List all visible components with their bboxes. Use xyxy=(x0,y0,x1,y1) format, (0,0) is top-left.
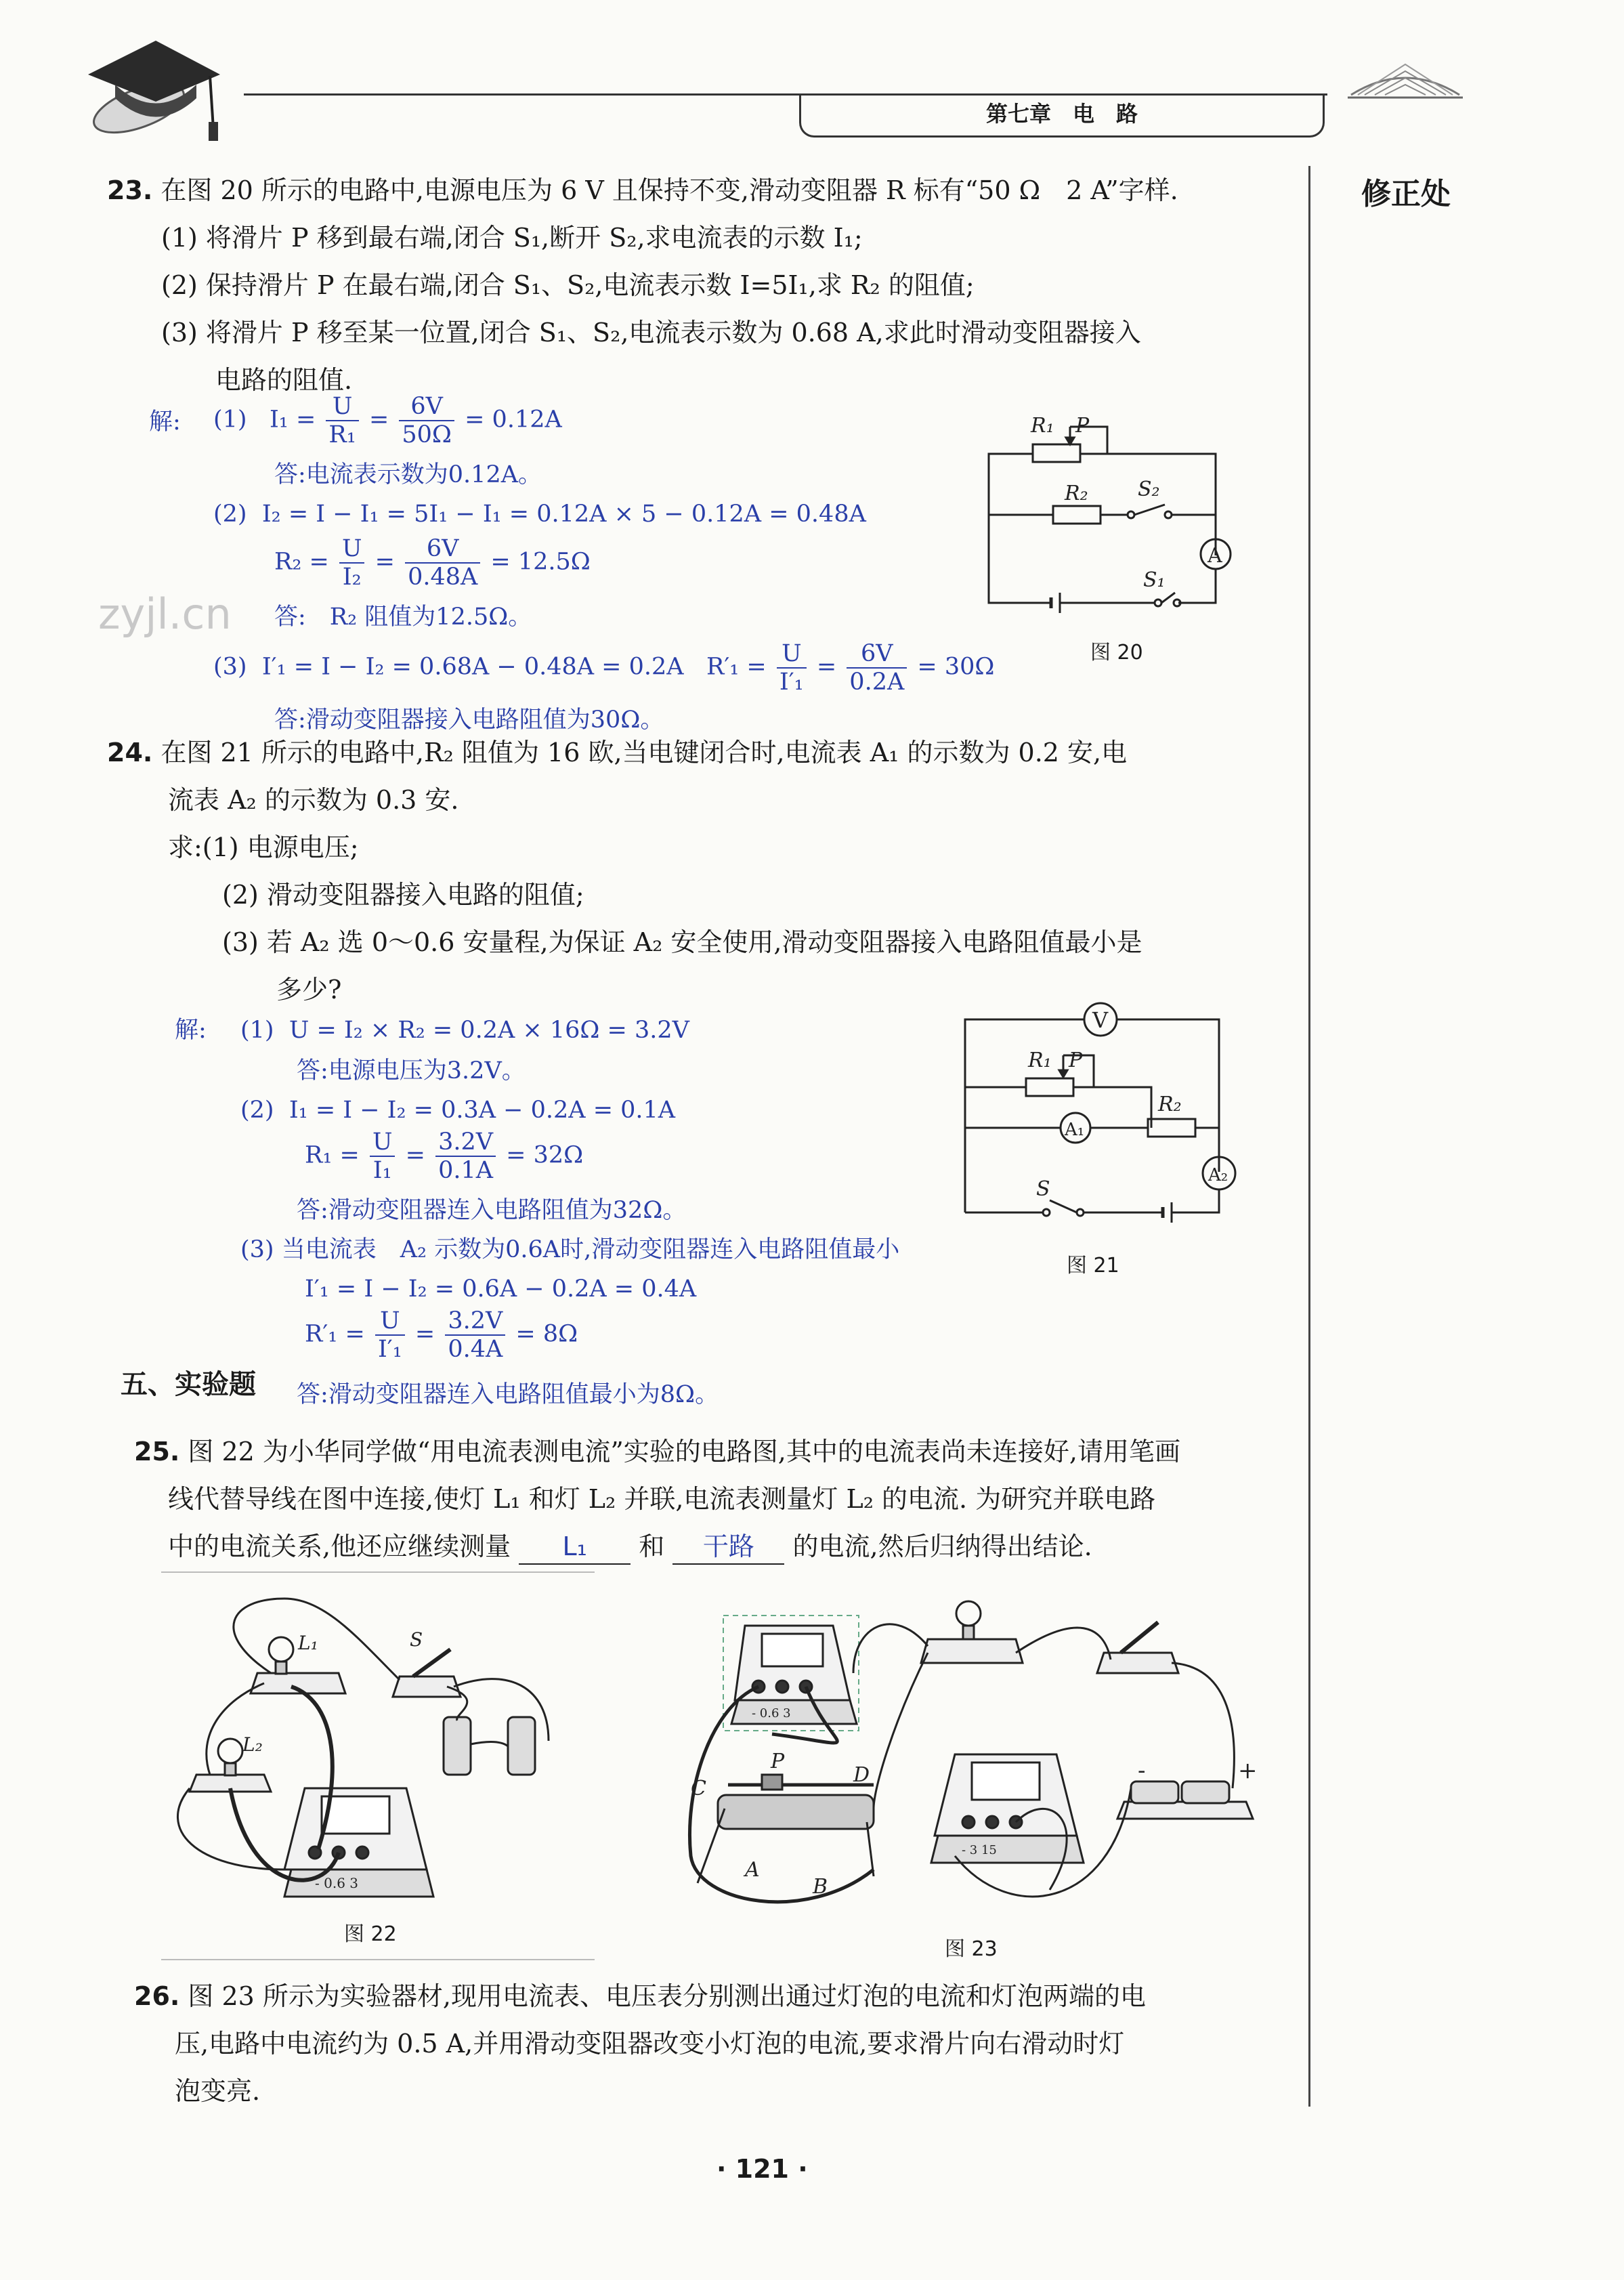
figure-23-caption: 图 23 xyxy=(945,1937,998,1961)
figure-23-apparatus xyxy=(670,1585,1266,1964)
q23-step2: (2) I₂ = I − I₁ = 5I₁ − I₁ = 0.12A × 5 − 0.12A = 0.48A xyxy=(213,501,866,528)
svg-text:-: - xyxy=(1138,1757,1146,1784)
chapter-tab xyxy=(799,95,1325,138)
watermark: zyjl.cn xyxy=(98,589,232,639)
svg-text:P: P xyxy=(1075,414,1090,438)
q25-blank-1[interactable]: L₁ xyxy=(519,1529,631,1565)
svg-text:- 0.6 3: - 0.6 3 xyxy=(315,1875,359,1891)
q24-step2b: R₁ = $\frac{U}{\text{I₁}}$ = $\frac{3.2V}{0.1A}$ = 32Ω xyxy=(305,1128,584,1184)
q24-answer2: 答:滑动变阻器连入电路阻值为32Ω。 xyxy=(297,1197,687,1224)
q25-line3: 中的电流关系,他还应继续测量 L₁ 和 干路 的电流,然后归纳得出结论. xyxy=(168,1529,1092,1565)
svg-text:S₁: S₁ xyxy=(1143,568,1166,592)
q23-answer3: 答:滑动变阻器接入电路阻值为30Ω。 xyxy=(274,706,664,734)
q25-line1: 25. 图 22 为小华同学做“用电流表测电流”实验的电路图,其中的电流表尚未连接好,请用笔画 xyxy=(134,1437,1180,1466)
q24-stem-line xyxy=(107,736,1127,769)
q24-part3b: 多少? xyxy=(276,975,342,1005)
svg-text:P: P xyxy=(771,1750,785,1773)
q24-answer3: 答:滑动变阻器连入电路阻值最小为8Ω。 xyxy=(297,1381,719,1408)
q24-step3b: R′₁ = $\frac{U}{\text{I′₁}}$ = $\frac{3.2V}{0.4A}$ = 8Ω xyxy=(305,1307,578,1363)
q24-step1: (1) U = I₂ × R₂ = 0.2A × 16Ω = 3.2V xyxy=(240,1017,689,1044)
q24-stem-a: 在图 21 所示的电路中,R₂ 阻值为 16 欧,当电键闭合时,电流表 A₁ 的示数为 0.2 安,电 xyxy=(161,738,1128,767)
section-5-heading: 五、实验题 xyxy=(121,1369,256,1400)
q24-step2: (2) I₁ = I − I₂ = 0.3A − 0.2A = 0.1A xyxy=(240,1097,676,1124)
q24-part3a: (3) 若 A₂ 选 0～0.6 安量程,为保证 A₂ 安全使用,滑动变阻器接入电路阻值最小是 xyxy=(222,927,1142,957)
svg-text:P: P xyxy=(1069,1049,1083,1072)
q23-part2: (2) 保持滑片 P 在最右端,闭合 S₁、S₂,电流表示数 I=5I₁,求 R₂ 的阻值; xyxy=(161,270,975,300)
q23-answer2: 答: R₂ 阻值为12.5Ω。 xyxy=(274,604,532,631)
q24-part2: (2) 滑动变阻器接入电路的阻值; xyxy=(222,880,584,910)
q23-step2b: R₂ = $\frac{U}{\text{I₂}}$ = $\frac{6V}{0.48A}$ = 12.5Ω xyxy=(274,535,591,591)
figure-22-apparatus xyxy=(169,1585,603,1944)
q23-part1: (1) 将滑片 P 移到最右端,闭合 S₁,断开 S₂,求电流表的示数 I₁; xyxy=(161,223,863,253)
svg-text:R₁: R₁ xyxy=(1028,1049,1052,1072)
svg-text:S: S xyxy=(1036,1177,1050,1201)
figure-22-top-rule xyxy=(161,1571,595,1573)
q23-part3a: (3) 将滑片 P 移至某一位置,闭合 S₁、S₂,电流表示数为 0.68 A,求此时滑动变阻器接入 xyxy=(161,318,1141,347)
svg-text:V: V xyxy=(1092,1007,1109,1033)
svg-text:S: S xyxy=(410,1628,423,1651)
figure-21-caption: 图 21 xyxy=(1067,1254,1119,1278)
figure-22-caption: 图 22 xyxy=(344,1922,397,1946)
header-book-icon xyxy=(1344,47,1466,102)
svg-text:A₂: A₂ xyxy=(1208,1165,1228,1185)
q23-step3: (3) I′₁ = I − I₂ = 0.68A − 0.48A = 0.2A R′₁ = $\frac{U}{\text{I′₁}}$ = $\frac{6V}{0.2A}$ = 30Ω xyxy=(213,640,995,696)
q24-solution-label: 解: xyxy=(175,1017,207,1044)
q24-step3-text: (3) 当电流表 A₂ 示数为0.6A时,滑动变阻器连入电路阻值最小 xyxy=(240,1236,900,1263)
q24-step3-line: I′₁ = I − I₂ = 0.6A − 0.2A = 0.4A xyxy=(305,1275,697,1303)
q26-line2: 压,电路中电流约为 0.5 A,并用滑动变阻器改变小灯泡的电流,要求滑片向右滑动时灯 xyxy=(175,2029,1125,2059)
q25-number: 25. xyxy=(134,1437,180,1466)
svg-text:C: C xyxy=(691,1777,706,1800)
q23-stem: 在图 20 所示的电路中,电源电压为 6 V 且保持不变,滑动变阻器 R 标有“50 Ω 2 A”字样. xyxy=(161,175,1178,205)
q23-solution-label: 解: xyxy=(149,408,181,436)
margin-column-divider xyxy=(1308,166,1310,2107)
q23-part3b: 电路的阻值. xyxy=(215,365,353,395)
svg-text:R₁: R₁ xyxy=(1031,414,1054,438)
q24-ask: 求:(1) 电源电压; xyxy=(168,832,359,862)
figure-20-circuit xyxy=(975,400,1260,671)
svg-text:B: B xyxy=(813,1875,828,1899)
page-number: · 121 · xyxy=(717,2154,808,2184)
svg-text:R₂: R₂ xyxy=(1158,1093,1182,1116)
svg-text:- 3 15: - 3 15 xyxy=(962,1843,997,1857)
q23-stem-line xyxy=(107,173,1178,207)
q23-step1: (1) I₁ = $\frac{U}{\text{R₁}}$ = $\frac{6V}{50\Omega}$ = 0.12A xyxy=(213,393,562,448)
svg-text:A: A xyxy=(1208,544,1222,568)
svg-text:S₂: S₂ xyxy=(1138,478,1160,501)
q25-line2: 线代替导线在图中连接,使灯 L₁ 和灯 L₂ 并联,电流表测量灯 L₂ 的电流. 为研究并联电路 xyxy=(168,1484,1156,1514)
q26-line1: 26. 图 23 所示为实验器材,现用电流表、电压表分别测出通过灯泡的电流和灯泡两端的电 xyxy=(134,1981,1147,2011)
logo-graduation-cap xyxy=(74,27,230,142)
margin-label: 修正处 xyxy=(1361,177,1451,211)
svg-text:D: D xyxy=(853,1763,870,1787)
q23-answer1: 答:电流表示数为0.12A。 xyxy=(274,461,542,488)
q24-answer1: 答:电源电压为3.2V。 xyxy=(297,1057,526,1084)
q24-number: 24. xyxy=(107,738,153,767)
figure-20-caption: 图 20 xyxy=(1090,641,1143,664)
q25-blank-2[interactable]: 干路 xyxy=(672,1529,784,1565)
svg-text:- 0.6 3: - 0.6 3 xyxy=(752,1706,791,1720)
svg-text:+: + xyxy=(1238,1757,1258,1784)
svg-text:A₁: A₁ xyxy=(1065,1120,1085,1140)
svg-text:R₂: R₂ xyxy=(1065,482,1088,505)
q23-number: 23. xyxy=(107,175,153,205)
q24-stem-b: 流表 A₂ 的示数为 0.3 安. xyxy=(168,785,459,815)
svg-text:L₁: L₁ xyxy=(298,1632,318,1654)
q26-line3: 泡变亮. xyxy=(175,2076,261,2106)
q26-number: 26. xyxy=(134,1981,180,2011)
chapter-title: 第七章 电 路 xyxy=(985,101,1138,127)
svg-text:A: A xyxy=(745,1858,760,1882)
figure-21-circuit xyxy=(948,989,1260,1233)
svg-text:L₂: L₂ xyxy=(242,1733,263,1756)
figure-22-bottom-rule xyxy=(161,1959,595,1960)
